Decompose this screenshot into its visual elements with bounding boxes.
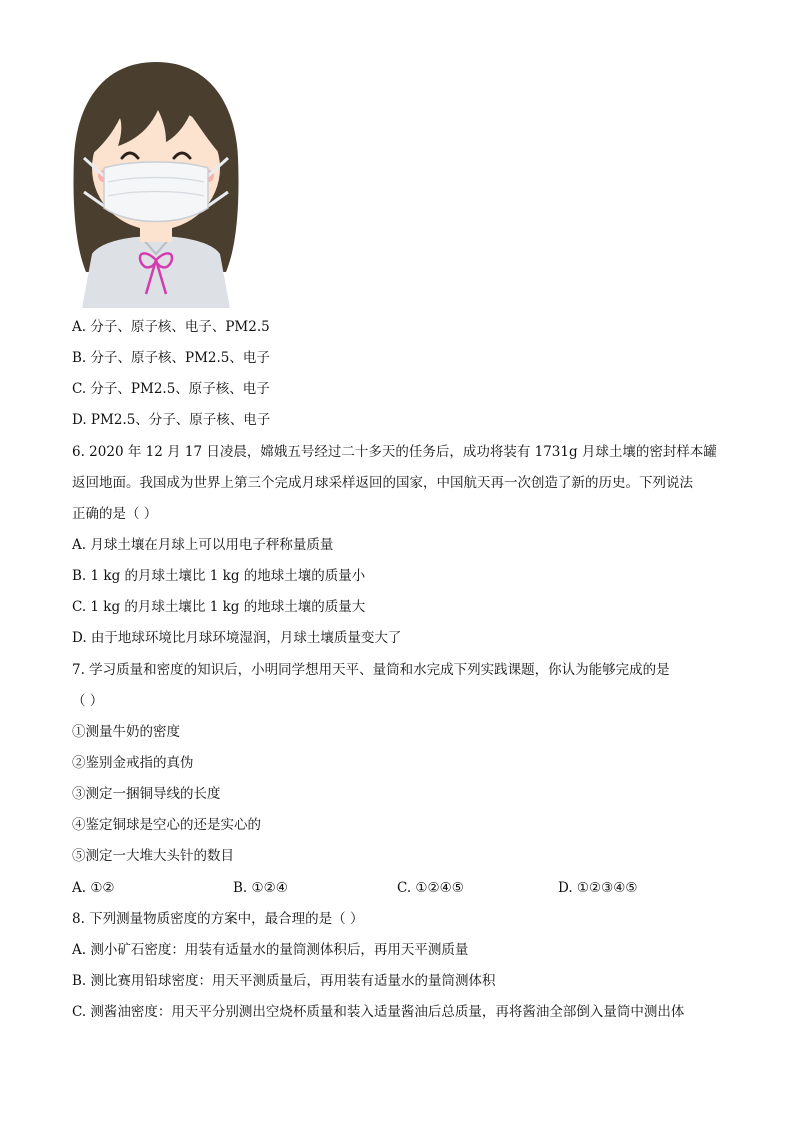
q8-stem: 8. 下列测量物质密度的方案中，最合理的是（ ） xyxy=(72,911,364,927)
girl-with-mask-illustration xyxy=(70,58,242,308)
q7-item-3: ③测定一捆铜导线的长度 xyxy=(72,786,221,802)
q5-option-a: A. 分子、原子核、电子、PM2.5 xyxy=(72,319,270,335)
q7-item-5: ⑤测定一大堆大头针的数目 xyxy=(72,848,234,864)
q6-stem-line-3: 正确的是（ ） xyxy=(72,506,158,522)
q6-stem-line-1: 6. 2020 年 12 月 17 日凌晨，嫦娥五号经过二十多天的任务后，成功将装有 1731g 月球土壤的密封样本罐 xyxy=(72,444,717,460)
q5-option-c: C. 分子、PM2.5、原子核、电子 xyxy=(72,381,270,397)
q6-option-a: A. 月球土壤在月球上可以用电子秤称量质量 xyxy=(72,537,334,553)
q7-stem-line-1: 7. 学习质量和密度的知识后，小明同学想用天平、量筒和水完成下列实践课题，你认为能够完成的是 xyxy=(72,662,670,678)
q5-option-d: D. PM2.5、分子、原子核、电子 xyxy=(72,412,271,428)
q7-item-2: ②鉴别金戒指的真伪 xyxy=(72,755,194,771)
q7-option-c: C. ①②④⑤ xyxy=(397,880,464,896)
q7-option-a: A. ①② xyxy=(72,880,115,896)
q7-option-b: B. ①②④ xyxy=(233,880,288,896)
q5-option-b: B. 分子、原子核、PM2.5、电子 xyxy=(72,350,270,366)
q7-item-4: ④鉴定铜球是空心的还是实心的 xyxy=(72,817,261,833)
q7-item-1: ①测量牛奶的密度 xyxy=(72,724,180,740)
q7-stem-line-2: （ ） xyxy=(72,693,104,709)
q8-option-c: C. 测酱油密度：用天平分别测出空烧杯质量和装入适量酱油后总质量，再将酱油全部倒入量筒中测出体 xyxy=(72,1004,685,1020)
q7-option-d: D. ①②③④⑤ xyxy=(558,880,638,896)
q8-option-a: A. 测小矿石密度：用装有适量水的量筒测体积后，再用天平测质量 xyxy=(72,942,469,958)
q6-option-c: C. 1 kg 的月球土壤比 1 kg 的地球土壤的质量大 xyxy=(72,599,366,615)
q6-option-b: B. 1 kg 的月球土壤比 1 kg 的地球土壤的质量小 xyxy=(72,568,366,584)
q8-option-b: B. 测比赛用铅球密度：用天平测质量后，再用装有适量水的量筒测体积 xyxy=(72,973,496,989)
q6-stem-line-2: 返回地面。我国成为世界上第三个完成月球采样返回的国家，中国航天再一次创造了新的历史。下列说法 xyxy=(72,475,693,491)
q6-option-d: D. 由于地球环境比月球环境湿润，月球土壤质量变大了 xyxy=(72,630,402,646)
